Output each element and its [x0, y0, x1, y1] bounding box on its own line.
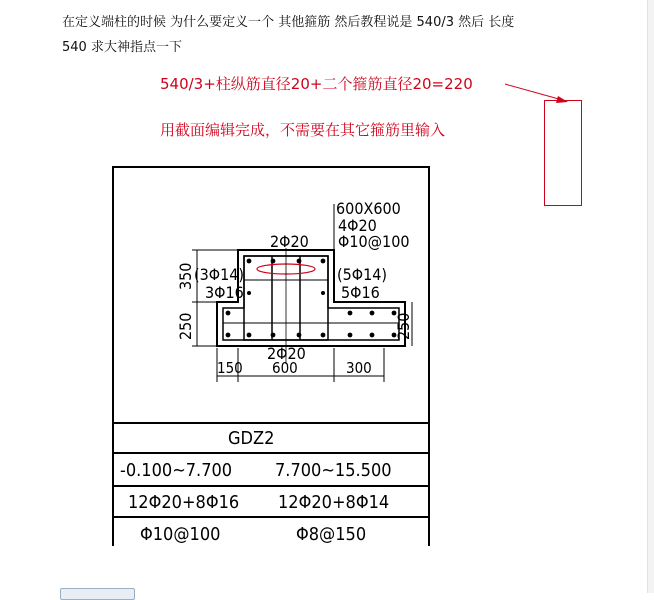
dim-350: 350: [176, 262, 195, 290]
table-cell-longitudinal-1: 12Φ20+8Φ16: [128, 492, 240, 513]
table-column-name: GDZ2: [228, 428, 275, 449]
reply-button[interactable]: [60, 588, 135, 600]
right-bars-label-b: 5Φ16: [341, 283, 380, 302]
table-border: [114, 485, 428, 487]
table-border: [114, 516, 428, 518]
answer-line-1: 540/3+柱纵筋直径20+二个箍筋直径20=220: [160, 75, 473, 93]
table-cell-longitudinal-2: 12Φ20+8Φ14: [278, 492, 390, 513]
corner-bars-label: 4Φ20: [338, 216, 377, 235]
section-size-label: 600X600: [336, 199, 401, 218]
table-cell-elevation-1: -0.100~7.700: [120, 460, 233, 481]
dim-600: 600: [272, 359, 298, 377]
table-cell-stirrup-1: Φ10@100: [140, 524, 221, 545]
top-bars-label: 2Φ20: [270, 232, 309, 251]
dim-300: 300: [346, 359, 372, 377]
dim-250-right: 250: [394, 312, 413, 340]
question-line-1: 在定义端柱的时候 为什么要定义一个 其他箍筋 然后教程说是 540/3 然后 长度: [62, 15, 515, 30]
stirrup-length-highlight-box: [544, 100, 582, 206]
answer-line-2: 用截面编辑完成，不需要在其它箍筋里输入: [160, 121, 446, 139]
dim-250-left: 250: [176, 312, 195, 340]
dim-150: 150: [217, 359, 243, 377]
table-cell-stirrup-2: Φ8@150: [296, 524, 367, 545]
question-line-2: 540 求大神指点一下: [62, 40, 182, 55]
column-section-drawing: [112, 166, 430, 546]
left-bars-label-a: (3Φ14): [194, 265, 245, 284]
stirrup-spec-label: Φ10@100: [338, 232, 410, 251]
left-bars-label-b: 3Φ16: [205, 283, 244, 302]
table-border: [114, 422, 428, 424]
bottom-bars-label: 2Φ20: [267, 344, 306, 363]
table-cell-elevation-2: 7.700~15.500: [275, 460, 392, 481]
table-border: [114, 452, 428, 454]
right-bars-label-a: (5Φ14): [337, 265, 388, 284]
